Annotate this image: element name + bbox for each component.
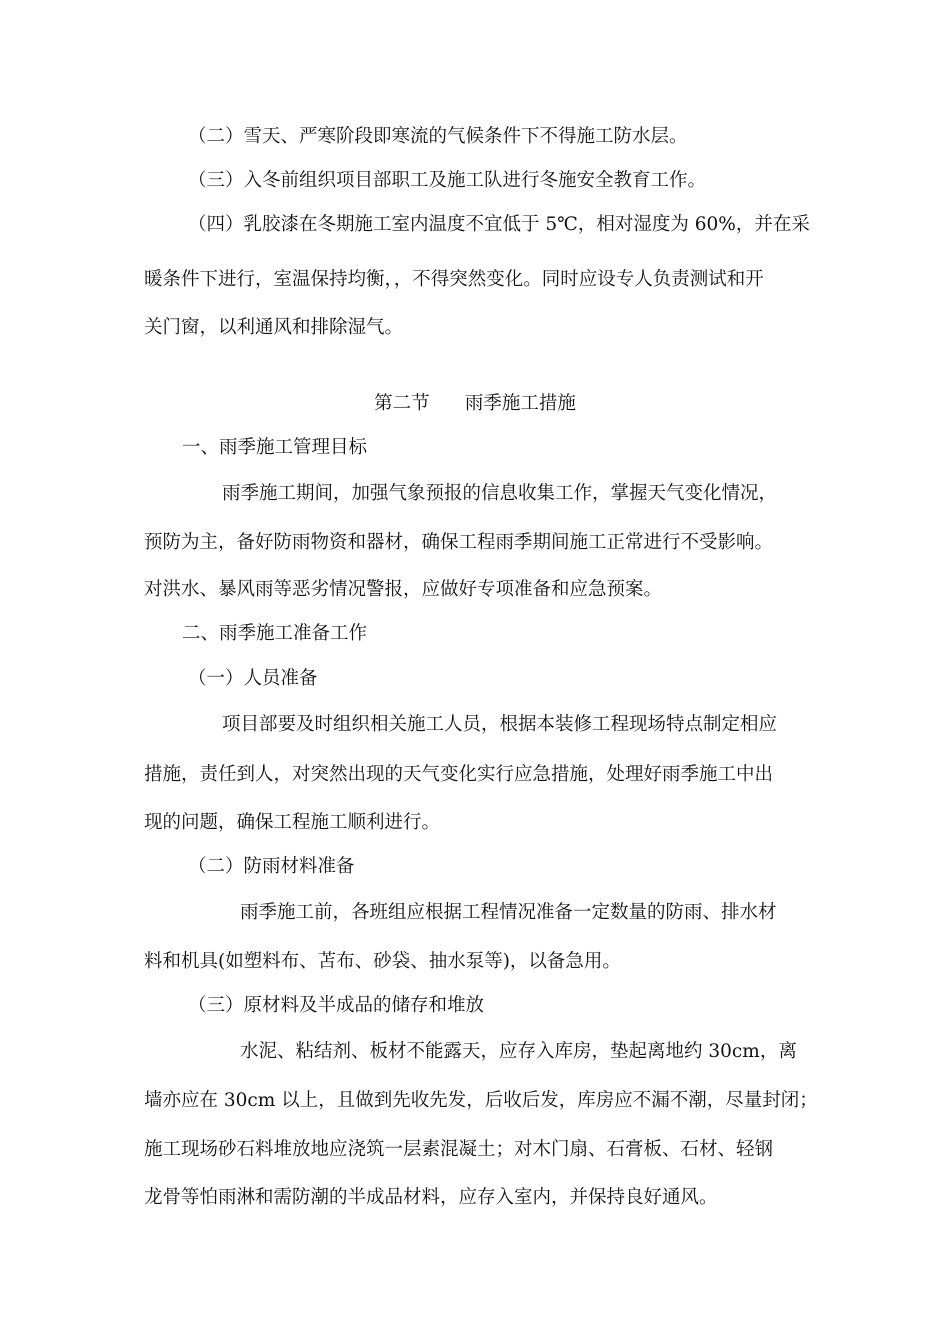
sub-3-line-1: 水泥、粘结剂、板材不能露天，应存入库房，垫起离地约 30cm，离 [240, 1041, 797, 1062]
sub-3-line-2: 墙亦应在 30cm 以上，且做到先收先发，后收后发，库房应不漏不潮，尽量封闭； [144, 1090, 818, 1111]
sub-3-line-4: 龙骨等怕雨淋和需防潮的半成品材料，应存入室内，并保持良好通风。 [144, 1187, 718, 1208]
sub-2-title: （二）防雨材料准备 [188, 856, 355, 877]
sub-3-title: （三）原材料及半成品的储存和堆放 [188, 995, 485, 1016]
paragraph-item-2: （二）雪天、严寒阶段即寒流的气候条件下不得施工防水层。 [188, 126, 688, 147]
paragraph-item-4-line-2: 暖条件下进行，室温保持均衡，，不得突然变化。同时应设专人负责测试和开 [144, 269, 764, 290]
paragraph-item-4-line-1: （四）乳胶漆在冬期施工室内温度不宜低于 5℃，相对湿度为 60%，并在采 [188, 214, 810, 235]
part-1-title: 一、雨季施工管理目标 [182, 437, 368, 458]
paragraph-item-4-line-3: 关门窗，以利通风和排除湿气。 [144, 317, 404, 338]
sub-2-line-2: 料和机具(如塑料布、苫布、砂袋、抽水泵等)，以备急用。 [144, 951, 621, 972]
sub-1-line-3: 现的问题，确保工程施工顺利进行。 [144, 812, 441, 833]
part-1-line-3: 对洪水、暴风雨等恶劣情况警报，应做好专项准备和应急预案。 [144, 579, 663, 600]
sub-1-title: （一）人员准备 [188, 668, 318, 689]
paragraph-item-3: （三）入冬前组织项目部职工及施工队进行冬施安全教育工作。 [188, 170, 707, 191]
sub-2-line-1: 雨季施工前，各班组应根据工程情况准备一定数量的防雨、排水材 [240, 902, 777, 923]
sub-3-line-3: 施工现场砂石料堆放地应浇筑一层素混凝土；对木门扇、石膏板、石材、轻钢 [144, 1139, 774, 1160]
part-2-title: 二、雨季施工准备工作 [182, 623, 368, 644]
section-heading: 第二节 雨季施工措施 [374, 393, 576, 414]
sub-1-line-1: 项目部要及时组织相关施工人员，根据本装修工程现场特点制定相应 [222, 714, 778, 735]
part-1-line-1: 雨季施工期间，加强气象预报的信息收集工作，掌握天气变化情况， [222, 483, 778, 504]
sub-1-line-2: 措施，责任到人，对突然出现的天气变化实行应急措施，处理好雨季施工中出 [144, 764, 774, 785]
part-1-line-2: 预防为主，备好防雨物资和器材，确保工程雨季期间施工正常进行不受影响。 [144, 532, 774, 553]
